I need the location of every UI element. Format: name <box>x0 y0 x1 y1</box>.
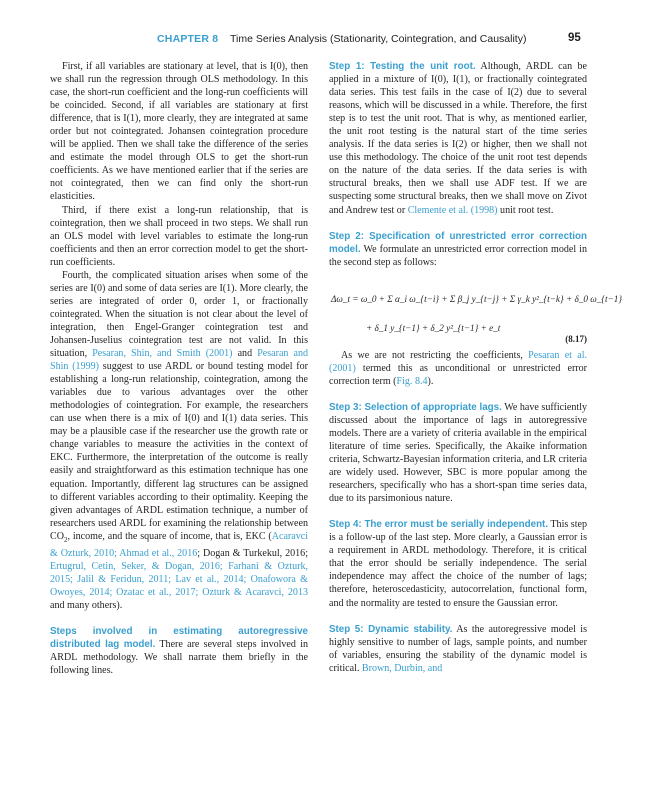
step2-heading: Step 2: Specification of unrestricted error correction model. <box>329 230 587 255</box>
step1-heading: Step 1: Testing the unit root. <box>329 61 476 72</box>
citation-link[interactable]: Ertugrul, Cetin, Seker, & Dogan, 2016; Farhani & Ozturk, 2015; Jalil & Feridun, 2011; Lav et al., 2014; Onafowora & Owoyes, 2014; Ozatac et al., 2017; Ozturk & Acaravci, 2013 <box>50 560 308 598</box>
chapter-title: Time Series Analysis (Stationarity, Cointegration, and Causality) <box>230 33 527 45</box>
paragraph-fourth: Fourth, the complicated situation arises when some of the series are I(0) and some of data series are I(1). More clearly, the series are integrated of order 0, order 1, or fractionally cointegrated. When the situation is not clear about the level of integration, then Engel-Granger cointegration test and Johansen-Juselius cointegration test are not valid. In this situation, Pesaran, Shin, and Smith (2001) and Pesaran and Shin (1999) suggest to use ARDL or bound testing model for establishing a long-run relationship, cointegration, among the variables due to various advantages over the other methodologies of cointegration. For example, the researchers can use when there is a mix of I(0) and I(1) data series. This may be a plausible case if the researcher use the growth rate or change variables to measure the activities in the context of EKC. Furthermore, the interpretation of the outcome is really easily and straightforward as this estimation technique has one equation. Importantly, different lag structures can be assigned to different variables according to their optimality. Keeping the given advantages of ARDL estimation technique, a number of researchers used ARDL for examining the relationship between $CO_2$, income, and the square of income, that is, EKC (Acaravci & Ozturk, 2010; Ahmad et al., 2016; Dogan & Turkekul, 2016; Ertugrul, Cetin, Seker, & Dogan, 2016; Farhani & Ozturk, 2015; Jalil & Feridun, 2011; Lav et al., 2014; Onafowora & Owoyes, 2014; Ozatac et al., 2017; Ozturk & Acaravci, 2013 and many others). <box>50 269 309 611</box>
paragraph-third: Third, if there exist a long-run relationship, that is cointegration, then we shall proceed in two steps. We shall run an OLS model with level variables to estimate the long-run coefficients and then an error correction model to get the short-run coefficients. <box>50 204 308 268</box>
step4-heading: Step 4: The error must be serially independent. <box>329 519 549 531</box>
citation-link[interactable]: Pesaran et al. (2001) <box>329 349 587 374</box>
citation-link[interactable]: Pesaran and Shin (1999) <box>50 348 309 373</box>
citation-link[interactable]: Clemente et al. (1998) <box>407 204 498 216</box>
steps-heading: Steps involved in estimating autoregressive distributed lag model. <box>50 625 308 651</box>
step3-paragraph: Step 3: Selection of appropriate lags. We have sufficiently discussed about the importance of lags in autoregressive models. There are a variety of criteria available in the empirical literature of time series. Specifically, the Akaike information criteria, Schwartz-Bayesian information criteria, and LR criteria are widely used. However, SBC is more popular among the researchers, specifically who has a short-span time series data, due to its parsimonious nature. <box>329 401 588 505</box>
after-equation-paragraph: As we are not restricting the coefficients, Pesaran et al. (2001) termed this as unconditional or unrestricted error correction term (Fig. 8.4). <box>329 349 587 387</box>
paragraph-first: First, if all variables are stationary at level, that is I(0), then we shall run the regression through OLS methodology. In this case, the short-run coefficient and the long-run coefficients will be coincided. Second, if all variables are stationary at first difference, that is I(1), more clearly, they are integrated at same order but not cointegrated. Johansen cointegration procedure will be applied. Then we shall take the difference of the series and estimate the model through OLS to get the short-run coefficients. As we have mentioned earlier that if the series are not cointegrated, then we can find only the short-run elasticities. <box>50 61 308 203</box>
page-number: 95 <box>568 32 581 44</box>
step4-paragraph: Step 4: The error must be serially independent. This step is a follow-up of the last step. More clearly, a Gaussian error is a requirement in ARDL methodology. Therefore, it is critical that the error should be serially independence. The serial independence may affect the choice of the number of lags; therefore, heteroscedasticity, autocorrelation, functional form, and the normality are tested to ensure the Gaussian error. <box>329 519 587 609</box>
equation-line-1: Δω_t = ω_0 + Σ α_i ω_{t−i} + Σ β_j y_{t−j} + Σ γ_k y²_{t−k} + δ_0 ω_{t−1} <box>331 293 623 304</box>
equation-8-17 <box>329 275 623 345</box>
right-column <box>329 60 623 675</box>
equation-number: (8.17) <box>565 333 587 344</box>
chapter-label: CHAPTER 8 <box>157 33 219 45</box>
steps-intro-paragraph: Steps involved in estimating autoregressive distributed lag model. There are several steps involved in ARDL methodology. We shall narrate them briefly in the following lines. <box>50 625 309 677</box>
citation-link[interactable]: Acaravci & Ozturk, 2010; Ahmad et al., 2016 <box>50 530 308 559</box>
step5-heading: Step 5: Dynamic stability. <box>329 623 453 635</box>
citation-link[interactable]: Brown, Durbin, and <box>361 662 443 674</box>
step2-paragraph: Step 2: Specification of unrestricted error correction model. We formulate an unrestricted error correction model in the second step as follows: <box>329 230 587 268</box>
step5-paragraph: Step 5: Dynamic stability. As the autoregressive model is highly sensitive to number of lags, sample points, and number of variables, ensuring the stability of the dynamic model is critical. Brown, Durbin, and <box>329 623 587 674</box>
figure-link[interactable]: Fig. 8.4 <box>396 375 428 387</box>
step3-heading: Step 3: Selection of appropriate lags. <box>329 401 502 413</box>
step1-paragraph: Step 1: Testing the unit root. Although, ARDL can be applied in a mixture of I(0), I(1), or fractionally cointegrated data series. This test fails in the case of I(2) due to several reasons, which will be discussed in a while. Therefore, the first step is to test the unit root. That is why, as mentioned earlier, the unit root testing is the natural start of the time series analysis. If the data series is I(2) or higher, then we shall not use this methodology. The choice of the unit root test depends on the nature of the data series. If the data series is with structural breaks, then we shall use ADF test. If we are suspecting some structural breaks, then we shall move on Zivot and Andrew test or Clemente et al. (1998) unit root test. <box>329 61 587 216</box>
left-column <box>50 60 308 677</box>
equation-line-2: + δ_1 y_{t−1} + δ_2 y²_{t−1} + e_t <box>366 322 501 333</box>
citation-link[interactable]: Pesaran, Shin, and Smith (2001) <box>92 348 233 360</box>
running-header <box>0 33 648 49</box>
